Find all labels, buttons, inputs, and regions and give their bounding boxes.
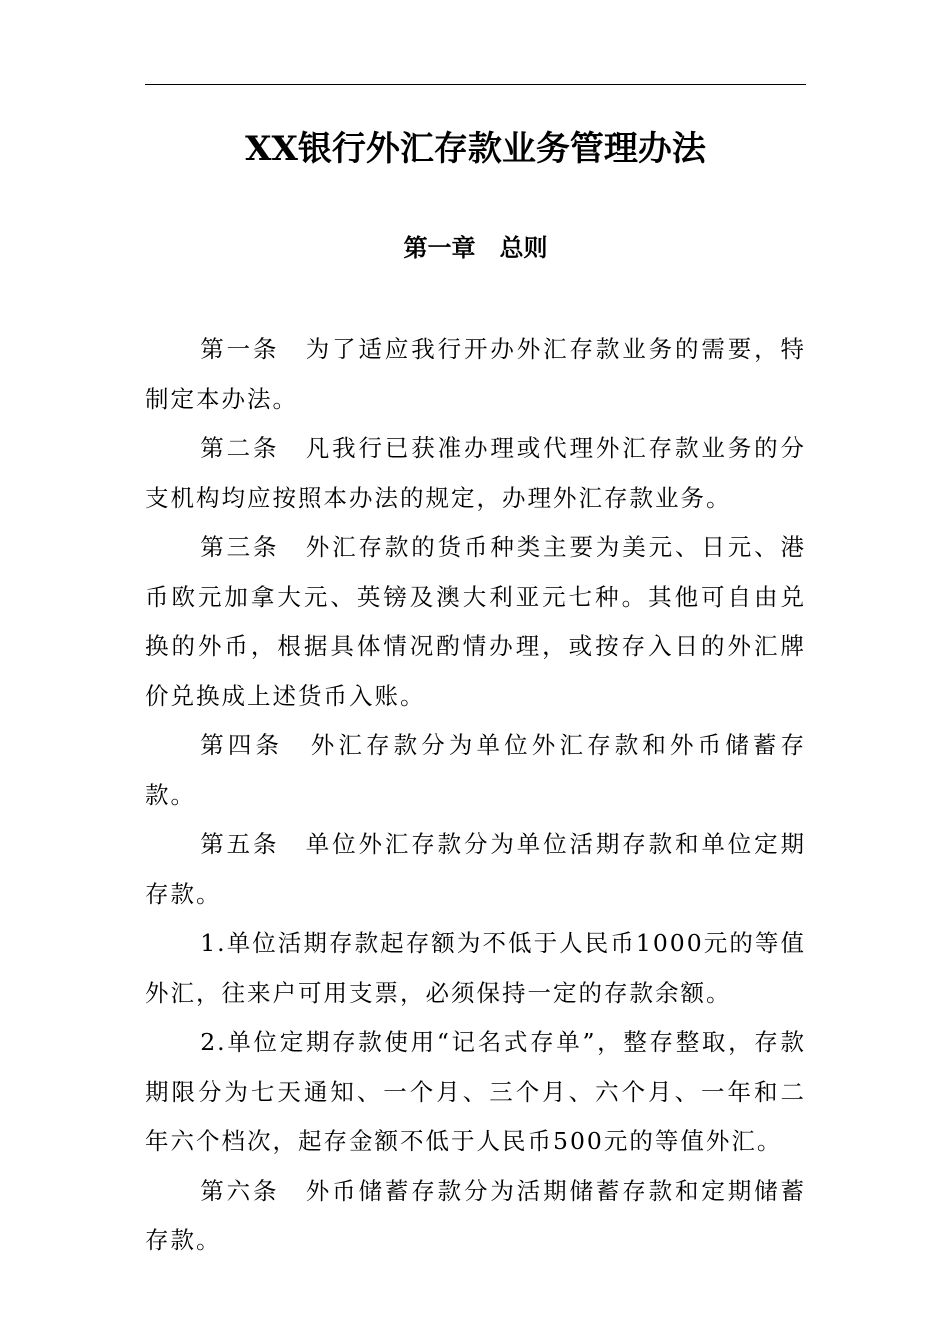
article-5-item-1: 1.单位活期存款起存额为不低于人民币1000元的等值外汇，往来户可用支票，必须保持一定的存款余额。 xyxy=(145,929,806,1007)
article-1-paragraph: 第一条 为了适应我行开办外汇存款业务的需要，特制定本办法。 xyxy=(145,335,806,413)
article-5-item-2: 2.单位定期存款使用“记名式存单”，整存整取，存款期限分为七天通知、一个月、三个月、六个月、一年和二年六个档次，起存金额不低于人民币500元的等值外汇。 xyxy=(145,1028,806,1155)
document-body xyxy=(145,325,806,1266)
article-2-paragraph: 第二条 凡我行已获准办理或代理外汇存款业务的分支机构均应按照本办法的规定，办理外汇存款业务。 xyxy=(145,434,806,512)
header-rule xyxy=(145,84,806,85)
article-5-paragraph: 第五条 单位外汇存款分为单位活期存款和单位定期存款。 xyxy=(145,830,806,908)
document-title: XX银行外汇存款业务管理办法 xyxy=(245,129,706,169)
article-4-paragraph: 第四条 外汇存款分为单位外汇存款和外币储蓄存款。 xyxy=(145,731,806,809)
chapter-heading: 第一章 总则 xyxy=(403,234,548,262)
article-3-paragraph: 第三条 外汇存款的货币种类主要为美元、日元、港币欧元加拿大元、英镑及澳大利亚元七种。其他可自由兑换的外币，根据具体情况酌情办理，或按存入日的外汇牌价兑换成上述货币入账。 xyxy=(145,533,806,710)
article-6-paragraph: 第六条 外币储蓄存款分为活期储蓄存款和定期储蓄存款。 xyxy=(145,1176,806,1254)
